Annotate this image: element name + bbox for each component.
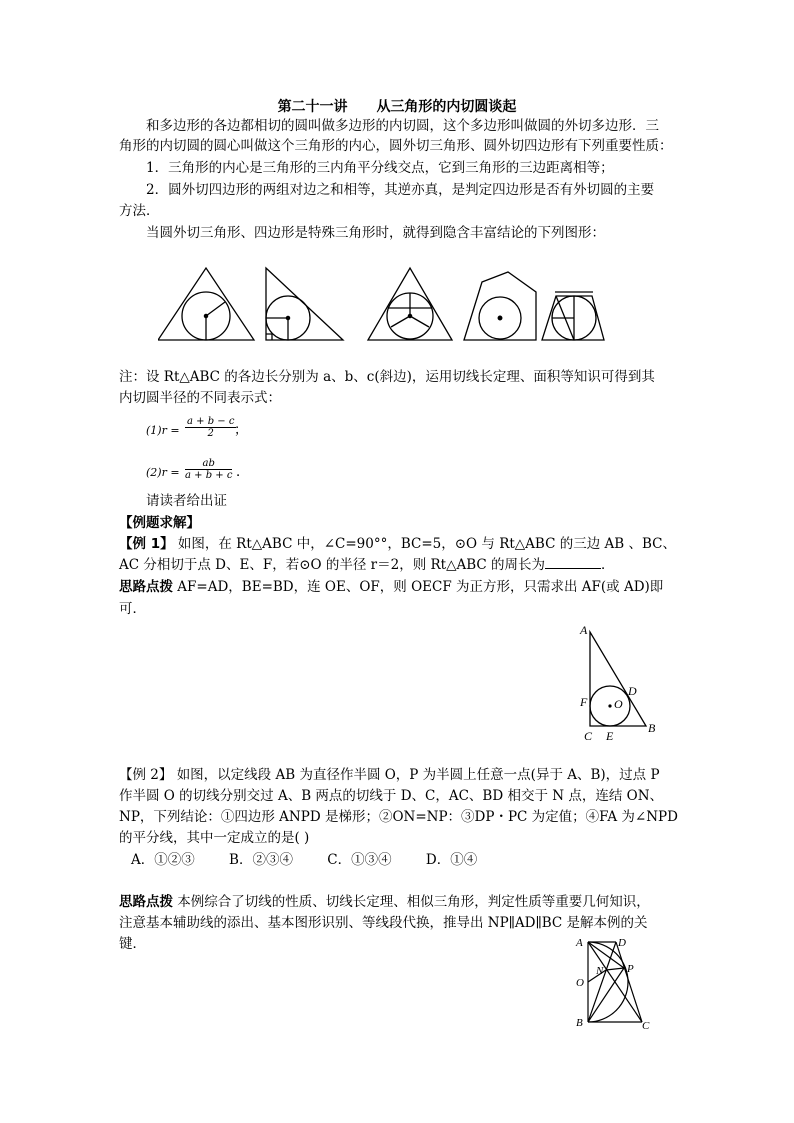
property-2: 2．圆外切四边形的两组对边之和相等，其逆亦真，是判定四边形是否有外切圆的主要 [146, 182, 655, 198]
example-2-line-3: NP，下列结论：①四边形 ANPD 是梯形；②ON=NP：③DP・PC 为定值；④FA 为∠NPD [119, 809, 678, 825]
label-n: N [596, 965, 604, 977]
segment-bp [588, 968, 624, 1022]
example-1-line-2 [119, 556, 615, 575]
section-header: 【例题求解】 [119, 515, 200, 531]
example-2-text: 如图，以定线段 AB 为直径作半圆 O，P 为半圆上任意一点(异于 A、B)，过点 P [176, 767, 660, 783]
figures-lead: 当圆外切三角形、四边形是特殊三角形时，就得到隐含丰富结论的下列图形： [146, 225, 605, 241]
example-1-figure [572, 620, 668, 742]
formula-1-fraction [185, 416, 236, 439]
intro-line-2: 角形的内切圆的圆心叫做这个三角形的内心，圆外切三角形、圆外切四边形有下列重要性质： [119, 138, 673, 154]
note-line-2: 内切圆半径的不同表示式： [119, 390, 281, 406]
formula-2-fraction [185, 458, 232, 481]
example-1-hint-tag: 思路点拨 [119, 579, 173, 595]
note-line-1: 注：设 Rt△ABC 的各边长分别为 a、b、c(斜边)，运用切线长定理、面积等知识可得到其 [119, 369, 655, 385]
label-f: F [580, 695, 588, 709]
example-1-line-1 [119, 535, 676, 554]
example-2-hint-line-2: 注意基本辅助线的添出、基本图形识别、等线段代换，推导出 NP∥AD∥BC 是解本例的关 [119, 915, 648, 931]
segment-bd [588, 942, 616, 1022]
figure-tangential-quadrilateral [464, 272, 536, 340]
label-a: A [580, 623, 588, 637]
center-o-dot [608, 704, 611, 707]
option-b[interactable]: B．②③④ [229, 852, 293, 868]
special-figures-row [158, 262, 618, 344]
label-d: D [618, 937, 626, 949]
example-1-hint-text: AF=AD，BE=BD，连 OE、OF，则 OECF 为正方形，只需求出 AF(或 AD)即 [177, 579, 664, 595]
example-1-hint-line-1 [119, 578, 663, 597]
label-c: C [584, 729, 593, 742]
triangle-abc [590, 632, 646, 726]
intro-line-1: 和多边形的各边都相切的圆叫做多边形的内切圆，这个多边形叫做圆的外切多边形．三 [146, 118, 659, 134]
formula-2-prefix: (2)r = [146, 466, 180, 479]
label-b: B [576, 1017, 583, 1029]
lecture-topic: 从三角形的内切圆谈起 [376, 99, 517, 115]
segment-np [606, 968, 624, 970]
example-2-hint-line-1 [119, 893, 650, 912]
example-1-tag: 【例 1】 [119, 536, 174, 552]
label-o: O [614, 697, 623, 711]
label-e: E [606, 729, 614, 742]
formula-2-numerator: ab [185, 458, 232, 470]
answer-blank[interactable] [545, 556, 601, 569]
example-1-hint-line-2: 可． [119, 601, 146, 617]
formula-2-denominator: a + b + c [185, 470, 233, 481]
formula-1-prefix: (1)r = [146, 424, 180, 437]
figure-trapezoid-incircle [542, 292, 604, 340]
property-1: 1．三角形的内心是三角形的三内角平分线交点，它到三角形的三边距离相等； [146, 160, 614, 176]
example-1-text: 如图，在 Rt△ABC 中，∠C=90°°，BC=5，⊙O 与 Rt△ABC 的三边 AB 、BC、 [177, 536, 676, 552]
figure-right-triangle-incircle [266, 268, 343, 340]
example-2-line-2: 作半圆 O 的切线分别交过 A、B 两点的切线于 D、C，AC、BD 相交于 N 点，连结 ON、 [119, 788, 664, 804]
formula-1-suffix: ； [234, 422, 248, 438]
example-1-period: ． [601, 557, 615, 573]
label-a: A [576, 937, 583, 949]
formula-1-denominator: 2 [207, 428, 214, 439]
figure-isosceles-incircle [368, 268, 452, 340]
example-2-figure [570, 934, 660, 1034]
label-c: C [642, 1020, 650, 1032]
page-title [0, 96, 794, 116]
option-d[interactable]: D．①④ [425, 852, 478, 868]
lecture-number: 第二十一讲 [277, 99, 348, 115]
prove-prompt: 请读者给出证 [146, 493, 227, 509]
property-2-cont: 方法． [119, 203, 160, 219]
label-o: O [576, 977, 584, 989]
option-a[interactable]: A．①②③ [131, 852, 195, 868]
figure-equilateral-incircle [158, 268, 254, 340]
label-d: D [628, 684, 637, 698]
formula-2-suffix: ． [236, 464, 250, 480]
example-2-hint-tag: 思路点拨 [119, 894, 173, 910]
example-2-line-4: 的平分线，其中一定成立的是( ) [119, 830, 310, 846]
label-p: P [627, 963, 634, 975]
example-2-tag: 【例 2】 [119, 767, 173, 783]
option-c[interactable]: C．①③④ [327, 852, 392, 868]
semicircle-o [588, 942, 628, 1022]
label-b: B [648, 721, 656, 735]
example-1-text-2: AC 分相切于点 D、E、F，若⊙O 的半径 r＝2，则 Rt△ABC 的周长为 [119, 557, 546, 573]
example-2-hint-line-3: 键． [119, 936, 146, 952]
example-2-options [131, 851, 477, 870]
example-2-hint-text: 本例综合了切线的性质、切线长定理、相似三角形，判定性质等重要几何知识， [177, 894, 650, 910]
tangent-dc [616, 942, 642, 1022]
formula-1-numerator: a + b − c [187, 416, 235, 427]
example-2-line-1 [119, 766, 660, 785]
